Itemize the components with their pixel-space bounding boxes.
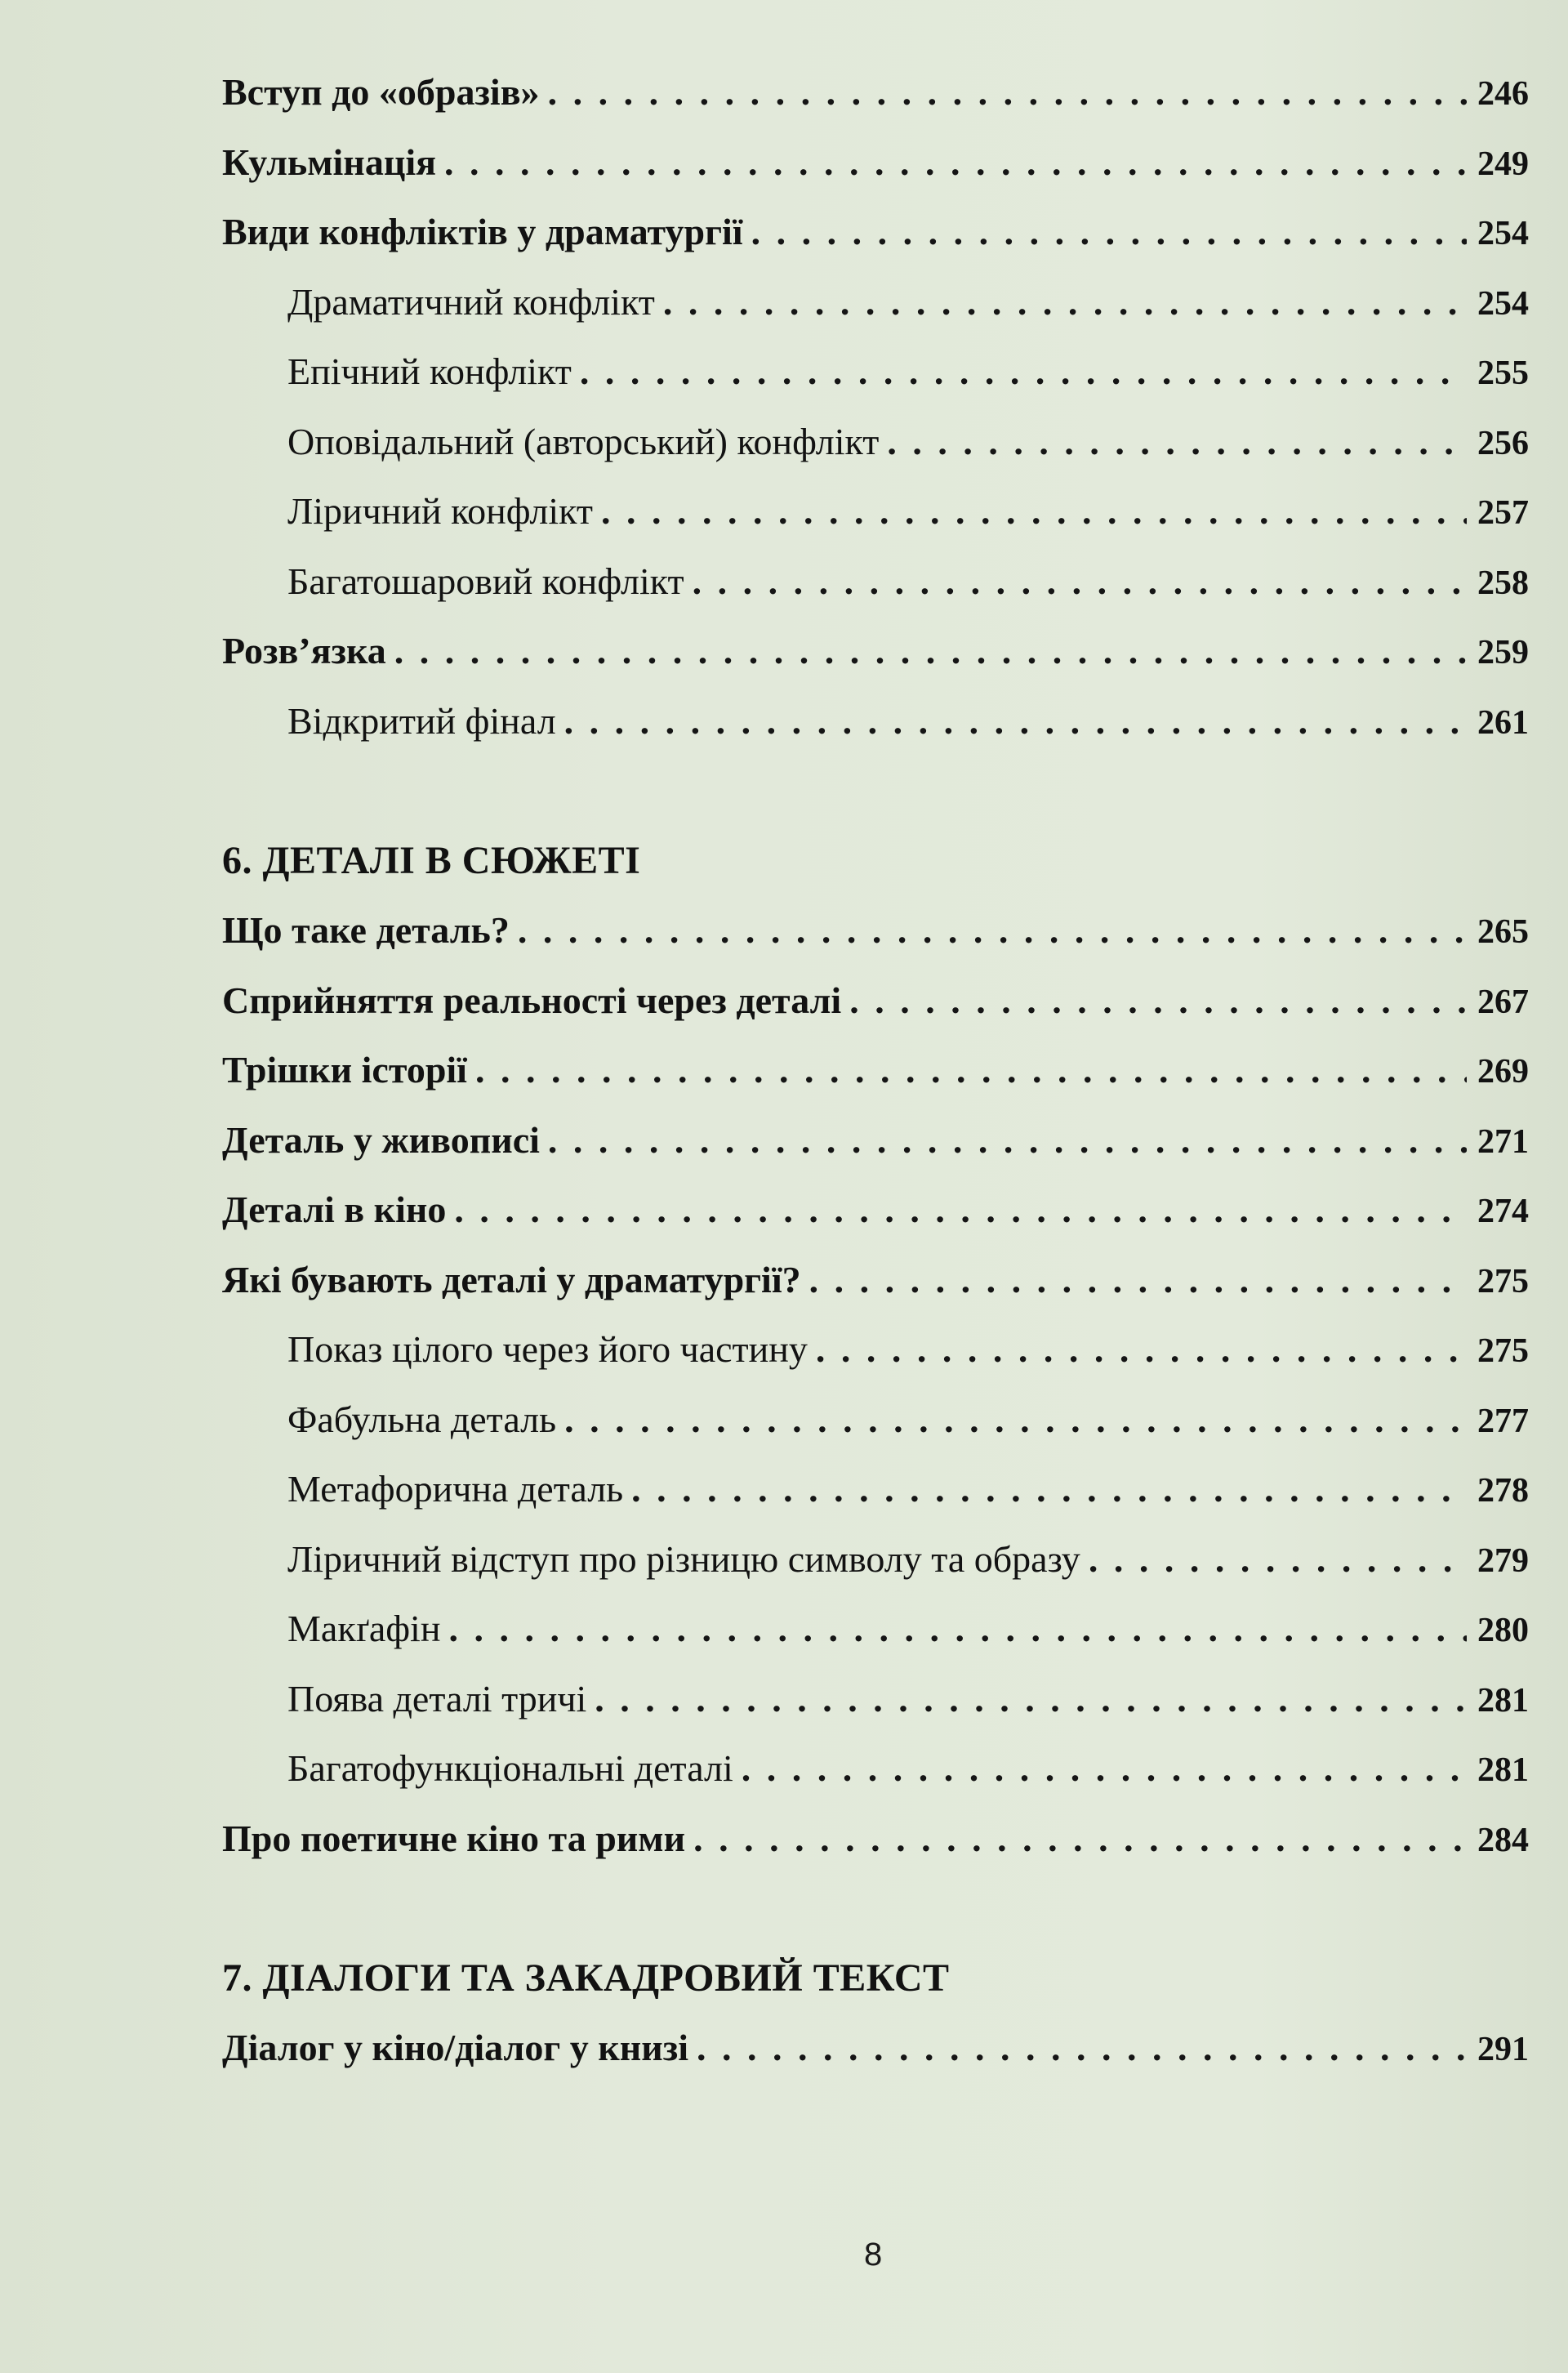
toc-entry-page: 257 (1477, 494, 1529, 532)
toc-entry-page: 275 (1477, 1262, 1529, 1300)
dot-leader (751, 197, 1467, 267)
dot-leader (518, 895, 1467, 966)
toc-entry-title: Трішки історії (222, 1049, 467, 1091)
toc-subentry[interactable] (222, 1524, 1529, 1595)
toc-entry-page: 254 (1477, 284, 1529, 323)
dot-leader (697, 2013, 1467, 2083)
toc-entry-title: Метафорична деталь (287, 1468, 624, 1510)
dot-leader (448, 1594, 1467, 1664)
dot-leader (601, 476, 1467, 546)
toc-entry-title: Види конфліктів у драматургії (222, 211, 743, 252)
toc-entry-title: Сприйняття реальності через деталі (222, 979, 842, 1021)
toc-entry[interactable] (222, 197, 1529, 267)
toc-entry-page: 255 (1477, 355, 1529, 392)
toc-entry[interactable] (222, 616, 1529, 686)
toc-entry-page: 246 (1477, 75, 1529, 113)
toc-entry[interactable] (222, 1105, 1529, 1175)
toc-subentry[interactable] (222, 1733, 1529, 1804)
toc-entry-page: 267 (1477, 983, 1529, 1021)
toc-chapter-7 (222, 1943, 1529, 2083)
toc-entry-title: Ліричний відступ про різницю символу та образу (287, 1537, 1080, 1580)
toc-entry-title: Які бувають деталі у драматургії? (222, 1258, 801, 1300)
dot-leader (548, 57, 1467, 127)
toc-subentry[interactable] (222, 1664, 1529, 1734)
toc-entry-title: Вступ до «образів» (222, 71, 540, 113)
dot-leader (1089, 1524, 1467, 1595)
dot-leader (849, 966, 1467, 1036)
toc-entry[interactable] (222, 1245, 1529, 1315)
dot-leader (693, 546, 1467, 617)
toc-entry-title: Що таке деталь? (222, 909, 510, 951)
toc-subentry[interactable] (222, 1385, 1529, 1455)
toc-subentry[interactable] (222, 476, 1529, 546)
toc-entry-page: 278 (1477, 1472, 1529, 1510)
toc-entry-title: Розв’язка (222, 630, 386, 671)
toc-entry[interactable] (222, 1804, 1529, 1874)
toc-entry-title: Кульмінація (222, 141, 436, 183)
toc-entry-page: 249 (1477, 145, 1529, 183)
toc-entry-title: Оповідальний (авторський) конфлікт (287, 420, 880, 462)
toc-entry-page: 291 (1477, 2031, 1529, 2068)
toc-subentry[interactable] (222, 546, 1529, 617)
toc-entry-page: 279 (1477, 1541, 1529, 1580)
toc-entry-page: 281 (1477, 1681, 1529, 1720)
toc-section-continued (222, 57, 1529, 756)
toc-entry[interactable] (222, 2013, 1529, 2083)
dot-leader (631, 1454, 1467, 1524)
toc-entry-page: 274 (1477, 1193, 1529, 1230)
toc-entry-page: 258 (1477, 564, 1529, 602)
toc-entry-page: 284 (1477, 1821, 1529, 1859)
toc-entry-title: Показ цілого через його частину (287, 1328, 808, 1370)
dot-leader (394, 616, 1467, 686)
toc-entry-title: Деталі в кіно (222, 1189, 447, 1230)
chapter-heading[interactable]: 7. ДІАЛОГИ ТА ЗАКАДРОВИЙ ТЕКСТ (222, 1956, 950, 2000)
toc-entry-page: 271 (1477, 1122, 1529, 1161)
toc-entry-title: Про поетичне кіно та рими (222, 1817, 686, 1859)
toc-entry-page: 261 (1477, 703, 1529, 742)
toc-subentry[interactable] (222, 1454, 1529, 1524)
table-of-contents (222, 57, 1529, 2083)
toc-entry[interactable] (222, 57, 1529, 127)
toc-entry-title: Багатофункціональні деталі (287, 1747, 733, 1789)
dot-leader (816, 1314, 1467, 1385)
toc-entry[interactable] (222, 1035, 1529, 1105)
toc-chapter-6 (222, 826, 1529, 1873)
dot-leader (580, 337, 1467, 407)
dot-leader (887, 407, 1467, 477)
toc-subentry[interactable] (222, 267, 1529, 337)
toc-entry[interactable] (222, 1175, 1529, 1245)
toc-entry-title: Ліричний конфлікт (287, 490, 593, 532)
toc-subentry[interactable] (222, 407, 1529, 477)
dot-leader (548, 1105, 1467, 1175)
toc-entry-page: 280 (1477, 1612, 1529, 1649)
dot-leader (564, 1385, 1467, 1455)
toc-entry-title: Фабульна деталь (287, 1398, 557, 1440)
dot-leader (809, 1245, 1467, 1315)
dot-leader (475, 1035, 1467, 1105)
toc-entry[interactable] (222, 966, 1529, 1036)
toc-entry-page: 265 (1477, 913, 1529, 951)
toc-entry-page: 275 (1477, 1332, 1529, 1370)
toc-entry-page: 256 (1477, 424, 1529, 462)
page-number: 8 (864, 2237, 883, 2273)
toc-entry-page: 254 (1477, 215, 1529, 252)
dot-leader (454, 1175, 1467, 1245)
toc-entry-title: Епічний конфлікт (287, 350, 572, 392)
dot-leader (595, 1664, 1467, 1734)
toc-entry-page: 281 (1477, 1751, 1529, 1789)
dot-leader (693, 1804, 1467, 1874)
toc-entry-title: Багатошаровий конфлікт (287, 560, 684, 602)
toc-subentry[interactable] (222, 1314, 1529, 1385)
toc-entry-title: Драматичний конфлікт (287, 280, 655, 323)
toc-subentry[interactable] (222, 1594, 1529, 1664)
chapter-heading[interactable]: 6. ДЕТАЛІ В СЮЖЕТІ (222, 839, 641, 882)
toc-entry-page: 259 (1477, 634, 1529, 671)
toc-entry-title: Відкритий фінал (287, 699, 556, 742)
dot-leader (742, 1733, 1467, 1804)
dot-leader (663, 267, 1467, 337)
toc-entry[interactable] (222, 127, 1529, 198)
toc-entry-title: Деталь у живописі (222, 1118, 540, 1161)
toc-entry[interactable] (222, 895, 1529, 966)
toc-entry-title: Діалог у кіно/діалог у книзі (222, 2027, 689, 2068)
toc-entry-title: Макґафін (287, 1608, 441, 1649)
dot-leader (444, 127, 1467, 198)
toc-entry-page: 277 (1477, 1402, 1529, 1440)
dot-leader (564, 686, 1467, 756)
toc-subentry[interactable] (222, 337, 1529, 407)
toc-entry-title: Поява деталі тричі (287, 1677, 587, 1720)
toc-subentry[interactable] (222, 686, 1529, 756)
toc-entry-page: 269 (1477, 1053, 1529, 1091)
